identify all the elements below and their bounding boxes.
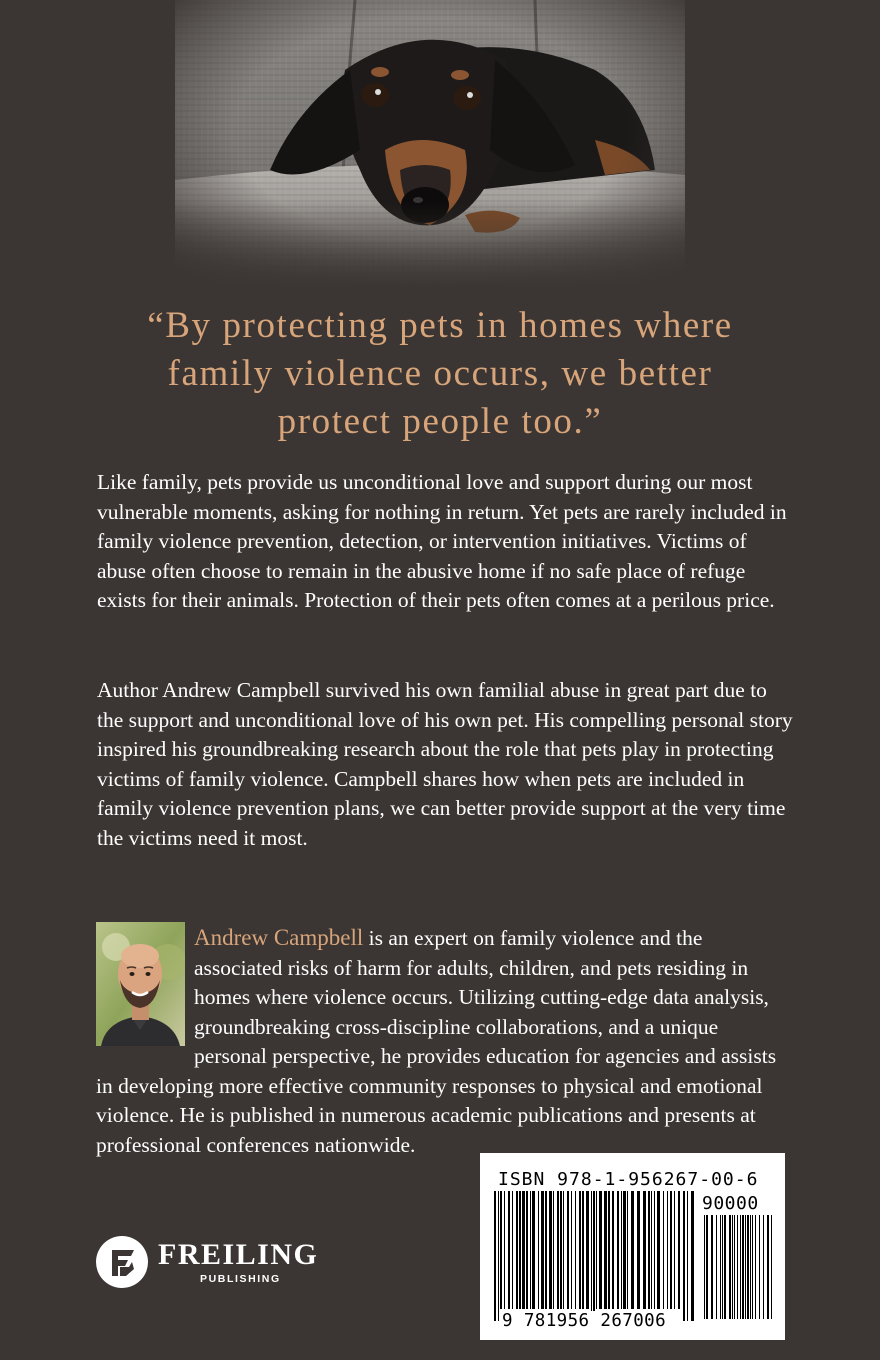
barcode-bar	[532, 1191, 535, 1309]
barcode-bar	[596, 1191, 597, 1309]
barcode-bar	[657, 1191, 660, 1309]
barcode-bar	[519, 1191, 521, 1309]
barcode-addon-bar	[734, 1215, 735, 1319]
barcode-bar	[651, 1191, 652, 1309]
barcode-bar	[586, 1191, 589, 1309]
barcode-addon-bar	[745, 1215, 746, 1319]
barcode-addon-bar	[742, 1215, 744, 1319]
barcode-bar	[637, 1191, 640, 1309]
barcode-bar	[631, 1191, 634, 1309]
barcode-addon-bar	[704, 1215, 705, 1319]
barcode-bar	[526, 1191, 528, 1309]
barcode-bar	[498, 1191, 499, 1321]
description-paragraph-2: Author Andrew Campbell survived his own familial abuse in great part due to the support and unconditional love of his own pet. His compelling personal story inspired his groundbreaking research about the role that pets play in protecting victims of family violence. Campbell shares how when pets are included in family violence prevention plans, we can better provide support at the very time the victims need it most.	[97, 678, 793, 850]
barcode-bar	[557, 1191, 559, 1309]
barcode-bar	[648, 1191, 650, 1309]
barcode-bar	[549, 1191, 552, 1309]
barcode-bar	[623, 1191, 626, 1309]
barcode-bar	[522, 1191, 525, 1309]
barcode-bar	[674, 1191, 675, 1309]
publisher-name: FREILING	[158, 1238, 319, 1271]
barcode-bar	[541, 1191, 544, 1309]
barcode-bar	[691, 1191, 694, 1321]
barcode-bar	[500, 1191, 502, 1309]
ean-number: 9 781956 267006	[502, 1311, 667, 1331]
description-paragraph-1: Like family, pets provide us unconditional love and support during our most vulnerable moments, asking for nothing in return. Yet pets are rarely included in family violence prevention, detection, or intervention initiatives. Victims of abuse often choose to remain in the abusive home if no safe place of refuge exists for their animals. Protection of their pets often comes at a perilous price.	[97, 470, 787, 612]
barcode-bar	[560, 1191, 562, 1309]
dachshund-on-sofa-icon	[175, 0, 685, 288]
quote-line-1: “By protecting pets in homes where	[147, 305, 733, 346]
barcode-bar	[591, 1191, 592, 1321]
barcode-bar	[663, 1191, 664, 1309]
barcode-addon-bar	[752, 1215, 753, 1319]
barcode-bar	[582, 1191, 584, 1309]
barcode-bar	[567, 1191, 569, 1309]
publisher-logo	[96, 1236, 336, 1292]
barcode-addon-bar	[729, 1215, 731, 1319]
barcode-addon-bar	[755, 1215, 756, 1319]
author-bio-text: is an expert on family violence and the associated risks of harm for adults, children, and pets residing in homes where violence occurs. Utilizing cutting-edge data analysis, groundbreaking cross-discipline collaborations, and a unique personal perspective, he provides education for agencies and assists in developing more effective community responses to physical and emotional violence. He is published in numerous academic publications and presents at professional conferences nationwide.	[96, 926, 777, 1157]
barcode-addon-bar	[771, 1215, 772, 1319]
barcode-addon-bar	[720, 1215, 721, 1319]
barcode-addon-bar	[750, 1215, 751, 1319]
barcode-addon-bar	[747, 1215, 749, 1319]
barcode-bar	[608, 1191, 610, 1309]
barcode-addon-bar	[711, 1215, 713, 1319]
barcode-bar	[627, 1191, 628, 1309]
quote-line-3: protect people too.”	[277, 401, 603, 442]
isbn-number: ISBN 978-1-956267-00-6	[498, 1169, 759, 1190]
barcode-bar	[612, 1191, 614, 1309]
barcode-bar	[643, 1191, 646, 1309]
barcode-addon-bar	[722, 1215, 723, 1319]
barcode-bar	[508, 1191, 510, 1309]
barcode-bar	[530, 1191, 531, 1309]
barcode-bar	[683, 1191, 685, 1321]
barcode-bar	[504, 1191, 505, 1309]
freiling-f-logo-icon	[96, 1236, 148, 1288]
barcode-addon-bar	[724, 1215, 726, 1319]
barcode-bar	[604, 1191, 607, 1309]
quote-line-2: family violence occurs, we better	[167, 353, 713, 394]
barcode-bar	[667, 1191, 668, 1309]
pull-quote	[60, 302, 820, 446]
barcode-bar	[538, 1191, 539, 1309]
barcode-bar	[494, 1191, 496, 1321]
publisher-subtitle: PUBLISHING	[200, 1273, 281, 1285]
price-code: 90000	[702, 1193, 759, 1214]
barcode-bar	[512, 1191, 513, 1309]
barcode-bar	[571, 1191, 572, 1309]
barcode-addon-bar	[732, 1215, 733, 1319]
bio-photo-spacer	[96, 923, 194, 1045]
barcode-bar	[621, 1191, 622, 1309]
barcode-addon-bar	[737, 1215, 738, 1319]
barcode-bar	[563, 1191, 564, 1309]
dachshund-photo	[175, 0, 685, 288]
barcode-bar	[599, 1191, 602, 1309]
author-bio	[96, 923, 796, 1160]
isbn-barcode	[480, 1153, 785, 1340]
barcode-bar	[553, 1191, 554, 1309]
barcode-addon-bar	[716, 1215, 717, 1319]
barcode-bar	[579, 1191, 581, 1309]
barcode-addon-bar	[759, 1215, 760, 1319]
barcode-bar	[593, 1191, 595, 1321]
barcode-addon-bar	[706, 1215, 708, 1319]
barcode-bar	[617, 1191, 619, 1309]
author-name: Andrew Campbell	[194, 925, 364, 950]
barcode-bar	[575, 1191, 576, 1309]
barcode-bar	[670, 1191, 672, 1309]
barcode-bar	[687, 1191, 688, 1321]
barcode-addon-bar	[767, 1215, 769, 1319]
barcode-bar	[516, 1191, 518, 1309]
barcode-addon-bar	[740, 1215, 741, 1319]
barcode-bar	[678, 1191, 680, 1309]
barcode-bar	[545, 1191, 547, 1309]
barcode-bar	[654, 1191, 655, 1309]
barcode-addon-bar	[763, 1215, 764, 1319]
